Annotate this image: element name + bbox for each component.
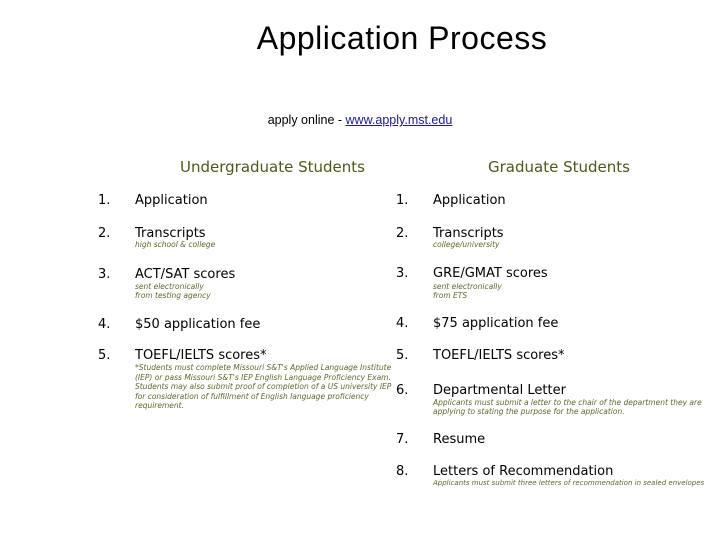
- undergrad-item-2-note: high school & college: [135, 240, 216, 249]
- grad-item-1-number: 1.: [396, 193, 409, 208]
- grad-item-1-label: Application: [433, 193, 506, 208]
- undergrad-item-5-footnote: *Students must complete Missouri S&T's Applied Language Institute (IEP) or pass Missouri S&T's IEP English Language Proficiency Exam. Students may also submit proof of completion of a US university IEP for consideration of fulfillment of English language proficiency requirement.: [135, 363, 392, 410]
- apply-website-link[interactable]: www.apply.mst.edu: [345, 113, 453, 127]
- grad-item-6-label: Departmental Letter: [433, 383, 566, 398]
- grad-item-3-note-2: from ETS: [433, 291, 468, 300]
- grad-item-2-number: 2.: [396, 226, 409, 241]
- grad-item-3-label: GRE/GMAT scores: [433, 266, 548, 281]
- grad-item-5-label: TOEFL/IELTS scores*: [433, 348, 565, 363]
- undergrad-item-5-label: TOEFL/IELTS scores*: [135, 348, 267, 363]
- undergrad-item-2-number: 2.: [98, 226, 111, 241]
- grad-item-3-note-1: sent electronically: [433, 282, 502, 291]
- apply-online-text: apply online -: [267, 113, 346, 127]
- grad-item-6-number: 6.: [396, 383, 409, 398]
- grad-item-7-label: Resume: [433, 432, 486, 447]
- undergrad-item-4-label: $50 application fee: [135, 317, 261, 332]
- grad-item-2-note: college/university: [433, 240, 500, 249]
- grad-item-8-number: 8.: [396, 464, 409, 479]
- undergrad-item-5-number: 5.: [98, 348, 111, 363]
- grad-heading: Graduate Students: [488, 158, 630, 176]
- grad-item-6-note-1: Applicants must submit a letter to the chair of the department they are: [433, 398, 702, 407]
- undergrad-item-3-label: ACT/SAT scores: [135, 267, 236, 282]
- grad-item-8-note: Applicants must submit three letters of recommendation in sealed envelopes: [433, 479, 705, 487]
- undergrad-item-4-number: 4.: [98, 317, 111, 332]
- grad-item-5-number: 5.: [396, 348, 409, 363]
- grad-item-3-number: 3.: [396, 266, 409, 281]
- undergrad-item-2-label: Transcripts: [135, 226, 206, 241]
- undergrad-item-1-label: Application: [135, 193, 208, 208]
- grad-item-2-label: Transcripts: [433, 226, 504, 241]
- grad-item-4-number: 4.: [396, 316, 409, 331]
- undergrad-item-1-number: 1.: [98, 193, 111, 208]
- undergrad-heading: Undergraduate Students: [180, 158, 365, 176]
- grad-item-6-note-2: applying to stating the purpose for the application.: [433, 407, 625, 416]
- grad-item-4-label: $75 application fee: [433, 316, 559, 331]
- apply-online-line: [0, 113, 720, 127]
- undergrad-item-3-note-2: from testing agency: [135, 291, 211, 300]
- undergrad-item-3-number: 3.: [98, 267, 111, 282]
- undergrad-item-3-note-1: sent electronically: [135, 282, 204, 291]
- grad-item-7-number: 7.: [396, 432, 409, 447]
- grad-item-8-label: Letters of Recommendation: [433, 464, 614, 479]
- page-title: Application Process: [256, 20, 548, 56]
